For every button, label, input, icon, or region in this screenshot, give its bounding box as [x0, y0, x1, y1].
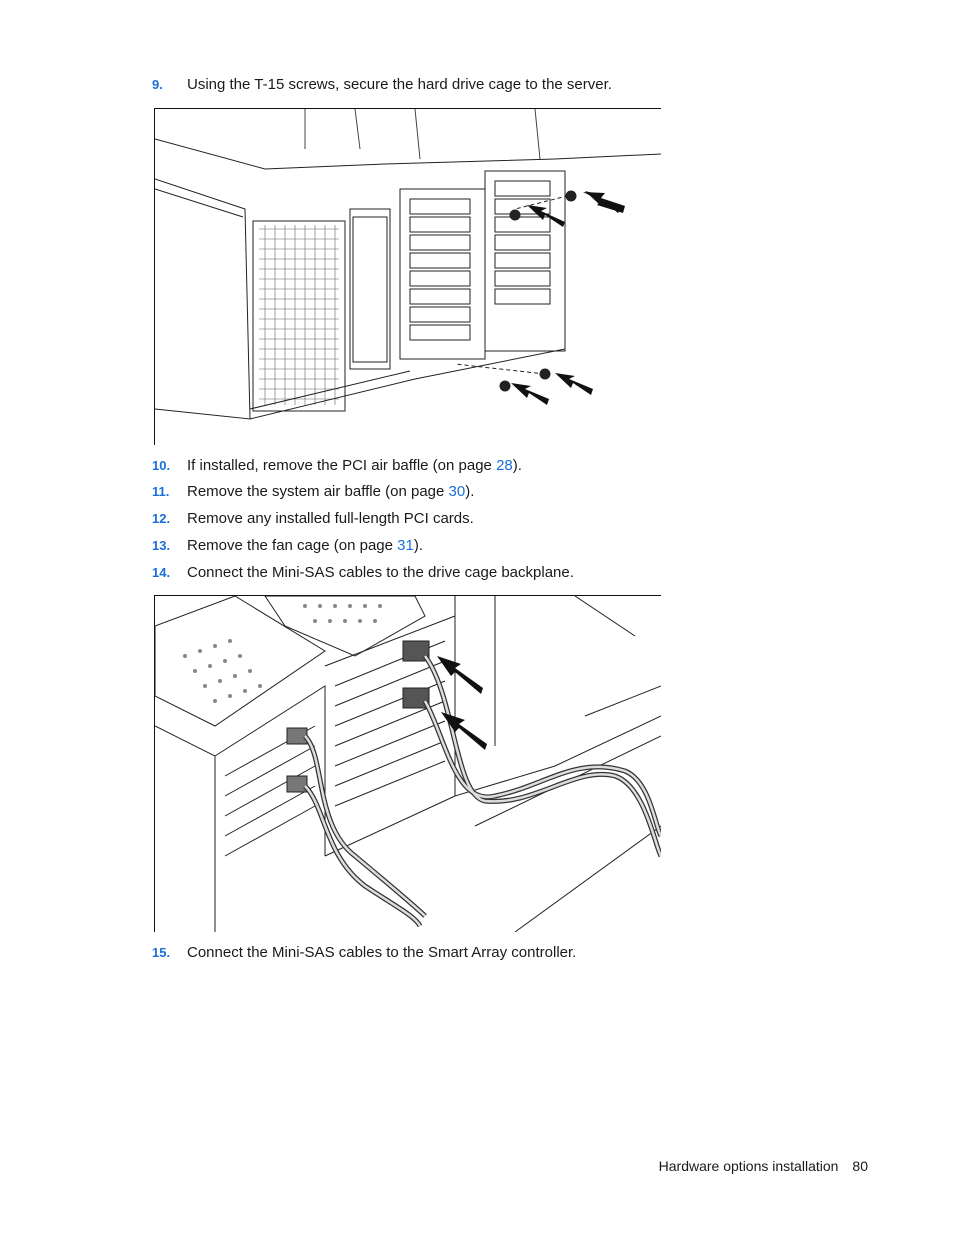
step-text: Remove the system air baffle (on page — [187, 483, 449, 500]
step-number: 10. — [152, 458, 171, 473]
step-9 — [152, 75, 612, 95]
step-10 — [152, 456, 522, 476]
drive-cage-screws-illustration — [154, 108, 661, 445]
step-15 — [152, 943, 576, 963]
step-14 — [152, 563, 574, 583]
step-text: If installed, remove the PCI air baffle (on page — [187, 457, 497, 474]
page-link[interactable]: 28 — [496, 457, 513, 474]
page-number: 80 — [852, 1158, 868, 1174]
step-text: Remove the fan cage (on page — [187, 537, 398, 554]
step-text-end: ). — [512, 457, 522, 474]
step-text-end: ). — [413, 537, 423, 554]
page-link[interactable]: 30 — [448, 483, 466, 500]
mini-sas-cables-illustration — [154, 595, 661, 932]
page-link[interactable]: 31 — [397, 537, 414, 554]
page-footer — [659, 1158, 868, 1174]
step-number: 11. — [152, 484, 170, 499]
step-11 — [152, 482, 474, 502]
step-number: 14. — [152, 565, 171, 580]
step-13 — [152, 536, 423, 556]
step-number: 12. — [152, 511, 171, 526]
step-12 — [152, 509, 474, 529]
step-text: Remove any installed full-length PCI cards. — [187, 510, 474, 527]
footer-section: Hardware options installation — [658, 1158, 839, 1174]
step-text: Using the T-15 screws, secure the hard drive cage to the server. — [187, 76, 612, 93]
step-text: Connect the Mini-SAS cables to the drive cage backplane. — [187, 564, 574, 581]
step-number: 15. — [152, 945, 171, 960]
step-number: 9. — [152, 77, 163, 92]
step-text-end: ). — [465, 483, 475, 500]
step-number: 13. — [152, 538, 171, 553]
step-text: Connect the Mini-SAS cables to the Smart Array controller. — [187, 944, 577, 961]
